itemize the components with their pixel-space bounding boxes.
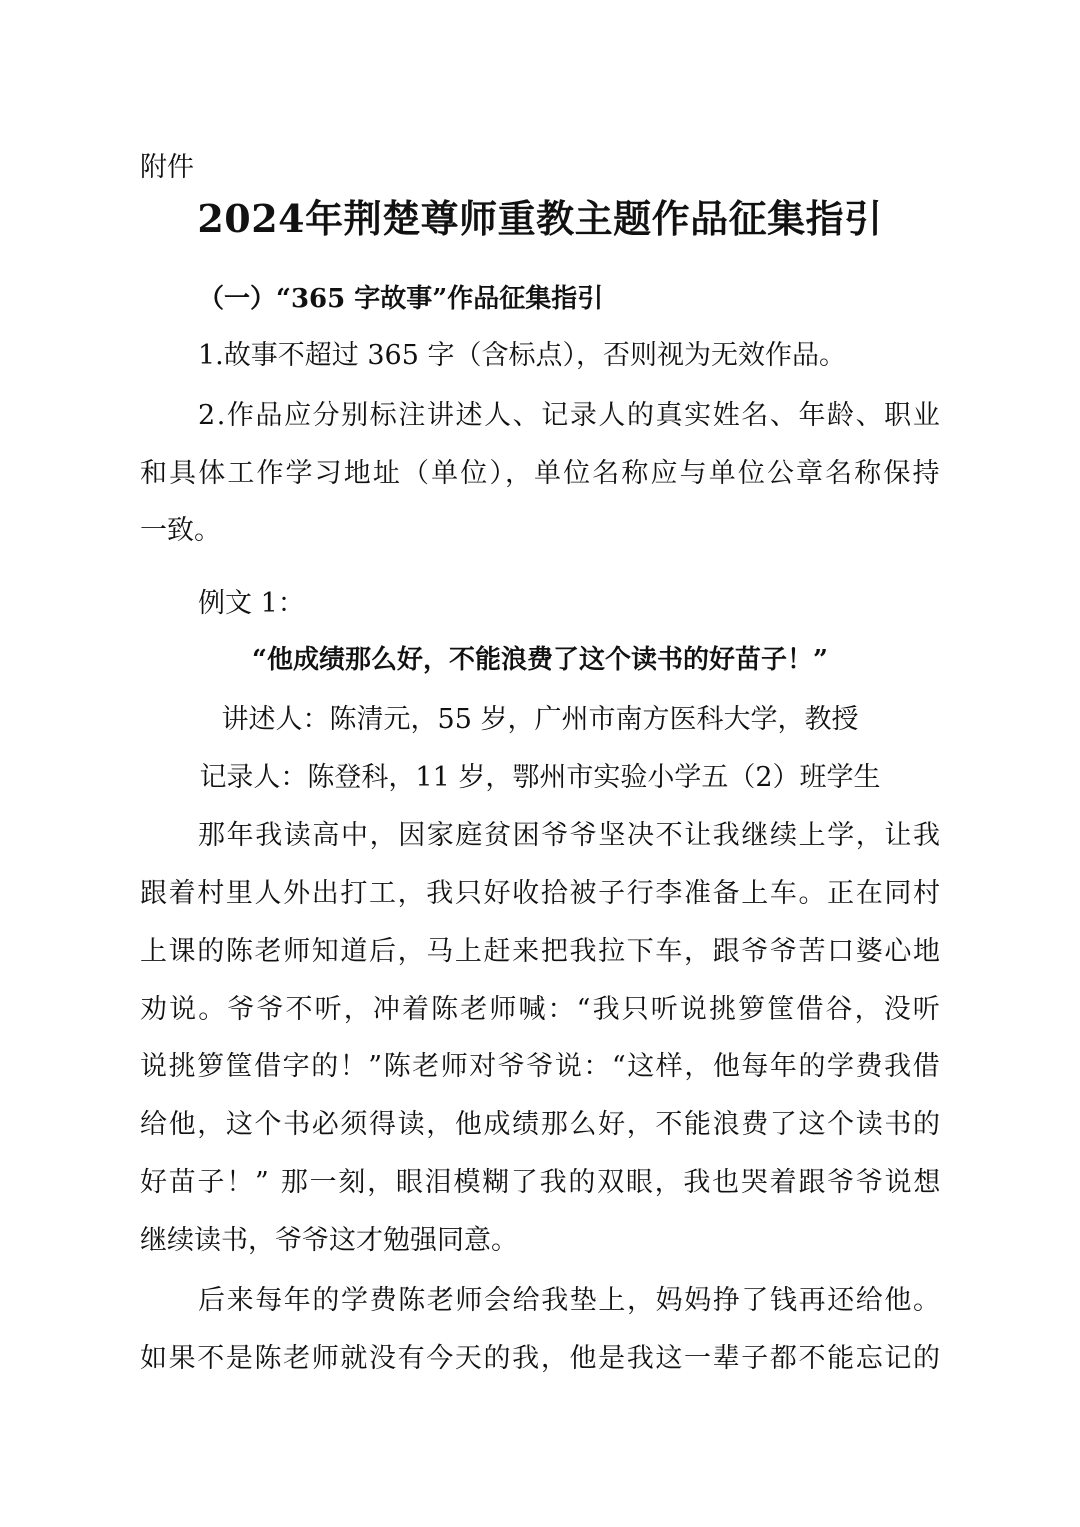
- rule-1: 1.故事不超过 365 字（含标点），否则视为无效作品。: [198, 340, 846, 371]
- story-paragraph-2-line-1: 后来每年的学费陈老师会给我垫上，妈妈挣了钱再还给他。: [198, 1285, 942, 1316]
- story-paragraph-1-line-3: 上课的陈老师知道后，马上赶来把我拉下车，跟爷爷苦口婆心地: [140, 936, 942, 967]
- story-paragraph-2-line-2: 如果不是陈老师就没有今天的我，他是我这一辈子都不能忘记的: [140, 1343, 942, 1374]
- story-paragraph-1-line-7: 好苗子！” 那一刻，眼泪模糊了我的双眼，我也哭着跟爷爷说想: [140, 1167, 943, 1198]
- example-label: 例文 1：: [198, 588, 305, 619]
- annex-label: 附件: [140, 152, 194, 183]
- narrator-line: 讲述人：陈清元，55 岁，广州市南方医科大学，教授: [221, 704, 859, 735]
- rule-2-line-1: 2.作品应分别标注讲述人、记录人的真实姓名、年龄、职业: [198, 400, 942, 431]
- document-title: 2024年荆楚尊师重教主题作品征集指引: [197, 196, 883, 241]
- rule-2-line-2: 和具体工作学习地址（单位），单位名称应与单位公章名称保持: [140, 458, 942, 489]
- story-paragraph-1-line-5: 说挑箩筐借字的！”陈老师对爷爷说：“这样，他每年的学费我借: [140, 1051, 942, 1082]
- story-paragraph-1-line-8: 继续读书，爷爷这才勉强同意。: [140, 1225, 518, 1256]
- story-paragraph-1-line-6: 给他，这个书必须得读，他成绩那么好，不能浪费了这个读书的: [140, 1109, 942, 1140]
- story-paragraph-1-line-1: 那年我读高中，因家庭贫困爷爷坚决不让我继续上学，让我: [198, 820, 942, 851]
- story-paragraph-1-line-4: 劝说。爷爷不听，冲着陈老师喊：“我只听说挑箩筐借谷，没听: [140, 994, 942, 1025]
- story-title: “他成绩那么好，不能浪费了这个读书的好苗子！”: [252, 645, 828, 675]
- section-heading: （一）“365 字故事”作品征集指引: [198, 284, 604, 314]
- rule-2-line-3: 一致。: [140, 515, 221, 546]
- recorder-line: 记录人：陈登科，11 岁，鄂州市实验小学五（2）班学生: [199, 762, 881, 793]
- story-paragraph-1-line-2: 跟着村里人外出打工，我只好收拾被子行李准备上车。正在同村: [140, 878, 942, 909]
